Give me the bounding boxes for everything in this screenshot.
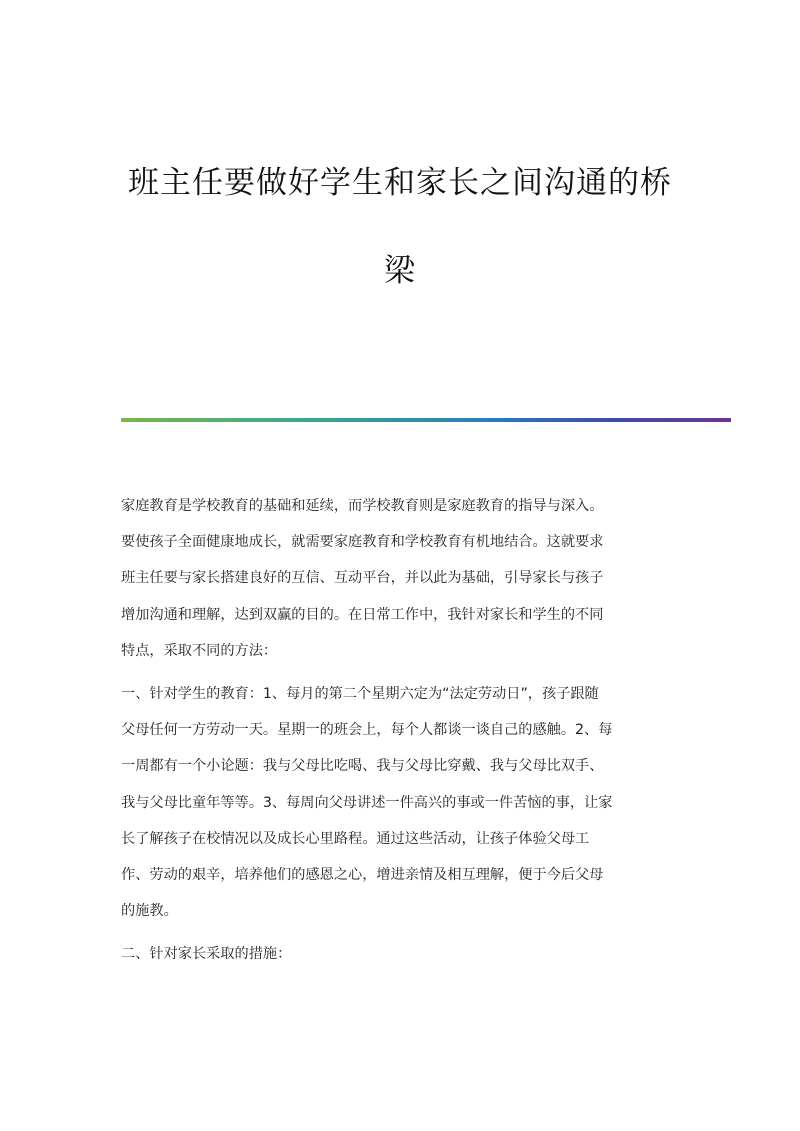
paragraph-parent-measures: 二、针对家长采取的措施： [121,946,292,963]
title-line-2: 梁 [384,253,416,289]
paragraph-student-education: 一、针对学生的教育：1、每月的第二个星期六定为“法定劳动日”，孩子跟随 父母任何一方劳动一天。星期一的班会上，每个人都谈一谈自己的感触。2、每 一周都有一个小论题：我与父母比吃喝、我与父母比穿戴、我与父母比双手、 我与父母比童年等等。3、每周向父母讲述一件高兴的事或一件苦恼的事，让家 长了解孩子在校情况以及成长心里路程。通过这些活动，让孩子体验父母工 作、劳动的艰辛，培养他们的感恩之心，增进亲情及相互理解，便于今后父母 的施教。 [121,686,613,920]
document-body [121,488,681,973]
paragraph-intro: 家庭教育是学校教育的基础和延续，而学校教育则是家庭教育的指导与深入。 要使孩子全面健康地成长，就需要家庭教育和学校教育有机地结合。这就要求 班主任要与家长搭建良好的互信、互动平台，并以此为基础，引导家长与孩子 增加沟通和理解，达到双赢的目的。在日常工作中，我针对家长和学生的不同 特点，采取不同的方法： [121,498,604,659]
title-line-1: 班主任要做好学生和家长之间沟通的桥 [128,165,672,201]
title-divider [121,418,731,422]
document-title [0,160,800,294]
